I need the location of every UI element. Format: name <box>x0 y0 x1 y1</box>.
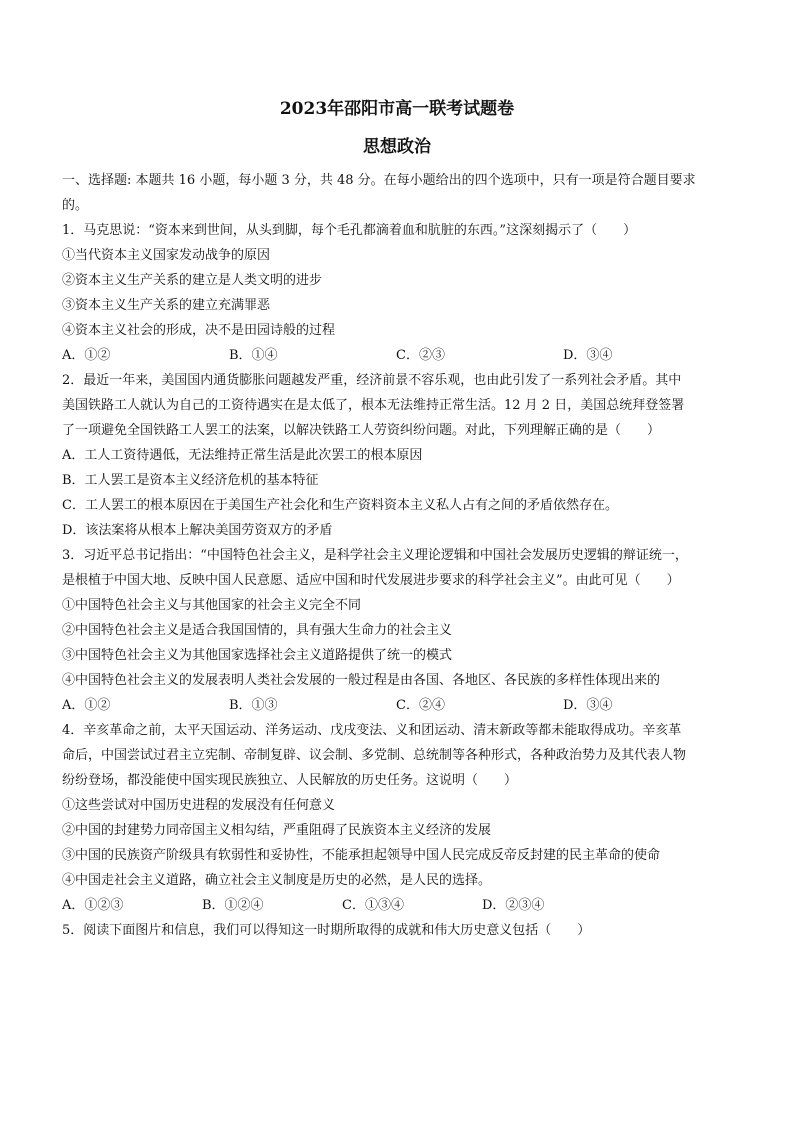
option-c[interactable]: C．①③④ <box>342 898 404 913</box>
question-stem: 3．习近平总书记指出：“中国特色社会主义，是科学社会主义理论逻辑和中国社会发展历史逻辑的辩证统一， <box>62 548 688 563</box>
answer-options <box>62 693 732 718</box>
statement: ③中国特色社会主义为其他国家选择社会主义道路提供了统一的模式 <box>62 648 453 663</box>
section-instruction: 一、选择题: 本题共 16 小题，每小题 3 分，共 48 分。在每小题给出的四个选项中，只有一项是符合题目要求 <box>62 173 696 188</box>
question-stem: 1．马克思说：“资本来到世间，从头到脚，每个毛孔都滴着血和肮脏的东西。”这深刻揭示了（ ） <box>62 223 637 238</box>
statement: ②资本主义生产关系的建立是人类文明的进步 <box>62 273 323 288</box>
question-4 <box>62 718 732 918</box>
statement: ①中国特色社会主义与其他国家的社会主义完全不同 <box>62 598 362 613</box>
option-b[interactable]: B．①④ <box>229 348 278 363</box>
statement: ③中国的民族资产阶级具有软弱性和妥协性，不能承担起领导中国人民完成反帝反封建的民主革命的使命 <box>62 848 661 863</box>
option-c[interactable]: C．②④ <box>396 698 445 713</box>
option-a[interactable]: A．工人工资待遇低，无法维持正常生活是此次罢工的根本原因 <box>62 448 423 463</box>
option-a[interactable]: A．①② <box>62 698 111 713</box>
option-b[interactable]: B．①③ <box>229 698 278 713</box>
question-stem-cont: 命后，中国尝试过君主立宪制、帝制复辟、议会制、多党制、总统制等各种形式，各种政治势力及其代表人物 <box>62 748 687 763</box>
exam-title: 2023年邵阳市高一联考试题卷 <box>279 99 515 119</box>
question-stem: 5．阅读下面图片和信息，我们可以得知这一时期所取得的成就和伟大历史意义包括（ ） <box>62 923 591 938</box>
statement: ④资本主义社会的形成，决不是田园诗般的过程 <box>62 323 336 338</box>
statement: ②中国的封建势力同帝国主义相勾结，严重阻碍了民族资本主义经济的发展 <box>62 823 492 838</box>
statement: ④中国特色社会主义的发展表明人类社会发展的一般过程是由各国、各地区、各民族的多样性体现出来的 <box>62 673 661 688</box>
option-c[interactable]: C．工人罢工的根本原因在于美国生产社会化和生产资料资本主义私人占有之间的矛盾依然存在。 <box>62 498 618 513</box>
option-d[interactable]: D．②③④ <box>482 898 545 913</box>
question-stem: 4．辛亥革命之前，太平天国运动、洋务运动、戊戌变法、义和团运动、清末新政等都未能取得成功。辛亥革 <box>62 723 682 738</box>
option-d[interactable]: D．③④ <box>563 348 613 363</box>
question-stem-cont: 是根植于中国大地、反映中国人民意愿、适应中国和时代发展进步要求的科学社会主义”。由此可见（ ） <box>62 573 680 588</box>
statement: ①这些尝试对中国历史进程的发展没有任何意义 <box>62 798 336 813</box>
option-c[interactable]: C．②③ <box>396 348 445 363</box>
exam-page <box>62 96 732 943</box>
subject-title: 思想政治 <box>363 137 431 157</box>
option-a[interactable]: A．①② <box>62 348 111 363</box>
question-3 <box>62 543 732 718</box>
option-b[interactable]: B．工人罢工是资本主义经济危机的基本特征 <box>62 473 319 488</box>
answer-options <box>62 343 732 368</box>
question-stem-cont: 纷纷登场，都没能使中国实现民族独立、人民解放的历史任务。这说明（ ） <box>62 773 518 788</box>
answer-options <box>62 893 732 918</box>
statement: ①当代资本主义国家发动战争的原因 <box>62 248 271 263</box>
option-b[interactable]: B．①②④ <box>202 898 264 913</box>
statement: ②中国特色社会主义是适合我国国情的，具有强大生命力的社会主义 <box>62 623 453 638</box>
question-stem-cont: 美国铁路工人就认为自己的工资待遇实在是太低了，根本无法维持正常生活。12 月 2 日，美国总统拜登签署 <box>62 398 685 413</box>
statement: ③资本主义生产关系的建立充满罪恶 <box>62 298 271 313</box>
question-stem-cont: 了一项避免全国铁路工人罢工的法案，以解决铁路工人劳资纠纷问题。对此，下列理解正确的是（ ） <box>62 423 661 438</box>
option-a[interactable]: A．①②③ <box>62 898 124 913</box>
question-stem: 2．最近一年来，美国国内通货膨胀问题越发严重，经济前景不容乐观，也由此引发了一系列社会矛盾。其中 <box>62 373 682 388</box>
option-d[interactable]: D．③④ <box>563 698 613 713</box>
question-1 <box>62 218 732 368</box>
option-d[interactable]: D．该法案将从根本上解决美国劳资双方的矛盾 <box>62 523 333 538</box>
statement: ④中国走社会主义道路，确立社会主义制度是历史的必然，是人民的选择。 <box>62 873 492 888</box>
question-5 <box>62 918 732 943</box>
section-instruction-cont: 的。 <box>62 198 89 213</box>
question-2 <box>62 368 732 543</box>
